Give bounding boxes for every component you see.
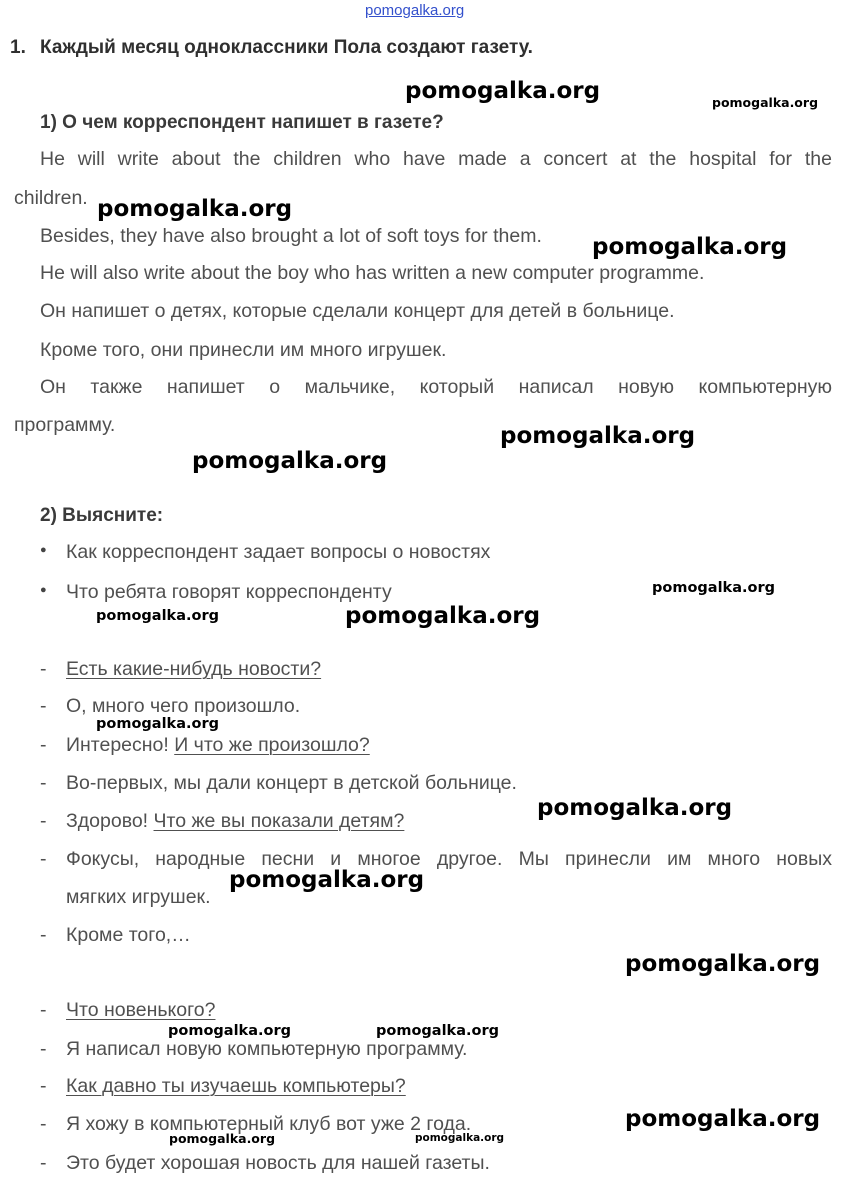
watermark: pomogalka.org: [169, 1131, 276, 1146]
part1-line: He will also write about the boy who has written a new computer programme.: [40, 262, 705, 284]
watermark: pomogalka.org: [345, 603, 541, 629]
watermark: pomogalka.org: [376, 1023, 499, 1039]
bullet-icon: ●: [40, 584, 47, 596]
dialog-line: [66, 810, 404, 833]
watermark: pomogalka.org: [168, 1023, 291, 1039]
watermark: pomogalka.org: [96, 716, 219, 732]
bullet-icon: ●: [40, 544, 47, 556]
watermark: pomogalka.org: [229, 867, 425, 893]
task-title: Каждый месяц одноклассники Пола создают газету.: [40, 37, 533, 58]
dialog-line: [66, 1075, 406, 1098]
part1-line: Он также напишет о мальчике, который написал новую компьютерную: [40, 376, 832, 398]
watermark: pomogalka.org: [415, 1132, 505, 1144]
watermark: pomogalka.org: [712, 95, 819, 110]
part1-line: Он напишет о детях, которые сделали концерт для детей в больнице.: [40, 300, 675, 322]
dialog-question: Как давно ты изучаешь компьютеры?: [66, 1075, 406, 1097]
dash-marker: -: [40, 810, 47, 832]
watermark: pomogalka.org: [652, 580, 775, 596]
dialog-answer: Фокусы, народные песни и многое другое. Мы принесли им много новых: [66, 848, 832, 870]
dash-marker: -: [40, 734, 47, 756]
dialog-answer: Я хожу в компьютерный клуб вот уже 2 года.: [66, 1113, 472, 1135]
part1-heading: 1) О чем корреспондент напишет в газете?: [40, 112, 444, 133]
dialog-answer: Интересно!: [66, 734, 175, 756]
dash-marker: -: [40, 1152, 47, 1174]
dialog-line: [66, 734, 370, 757]
part2-heading: 2) Выясните:: [40, 505, 164, 526]
dash-marker: -: [40, 1113, 47, 1135]
watermark: pomogalka.org: [625, 951, 821, 977]
dialog-line: [66, 1152, 490, 1175]
dialog-answer: Кроме того,…: [66, 924, 191, 946]
dialog-question: И что же произошло?: [174, 734, 370, 756]
dialog-question: Что новенького?: [66, 999, 216, 1021]
dash-marker: -: [40, 848, 47, 870]
dialog-line: [66, 886, 211, 909]
watermark: pomogalka.org: [192, 448, 388, 474]
dialog-question: Есть какие-нибудь новости?: [66, 658, 322, 680]
dash-marker: -: [40, 924, 47, 946]
dialog-line: [66, 1038, 467, 1061]
bullet-item: Как корреспондент задает вопросы о новостях: [66, 541, 491, 563]
part1-line: Besides, they have also brought a lot of soft toys for them.: [40, 225, 542, 247]
dialog-question: Что же вы показали детям?: [153, 810, 405, 832]
dialog-line: [66, 924, 191, 947]
dialog-answer: Во-первых, мы дали концерт в детской больнице.: [66, 772, 517, 794]
dash-marker: -: [40, 772, 47, 794]
dialog-line: [66, 772, 517, 795]
watermark: pomogalka.org: [592, 234, 788, 260]
dialog-answer: мягких игрушек.: [66, 886, 211, 908]
watermark: pomogalka.org: [96, 608, 219, 624]
part1-line: children.: [14, 187, 88, 209]
dialog-line: [66, 999, 215, 1022]
dash-marker: -: [40, 658, 47, 680]
bullet-item: Что ребята говорят корреспонденту: [66, 581, 392, 603]
watermark: pomogalka.org: [625, 1106, 821, 1132]
dialog-line: [66, 695, 300, 718]
dialog-line: [66, 658, 321, 681]
watermark: pomogalka.org: [405, 78, 601, 104]
dash-marker: -: [40, 1075, 47, 1097]
part1-line: программу.: [14, 414, 116, 436]
dialog-answer: Здорово!: [66, 810, 154, 832]
dialog-answer: Я написал новую компьютерную программу.: [66, 1038, 468, 1060]
dash-marker: -: [40, 999, 47, 1021]
watermark: pomogalka.org: [500, 423, 696, 449]
dialog-answer: Это будет хорошая новость для нашей газеты.: [66, 1152, 490, 1174]
watermark: pomogalka.org: [537, 795, 733, 821]
dialog-line: [66, 848, 832, 871]
watermark-top[interactable]: pomogalka.org: [365, 2, 465, 19]
task-number: 1.: [10, 37, 26, 58]
dash-marker: -: [40, 1038, 47, 1060]
part1-line: Кроме того, они принесли им много игрушек.: [40, 339, 447, 361]
part1-line: He will write about the children who have made a concert at the hospital for the: [40, 148, 832, 170]
watermark: pomogalka.org: [97, 196, 293, 222]
dialog-answer: О, много чего произошло.: [66, 695, 301, 717]
dash-marker: -: [40, 695, 47, 717]
